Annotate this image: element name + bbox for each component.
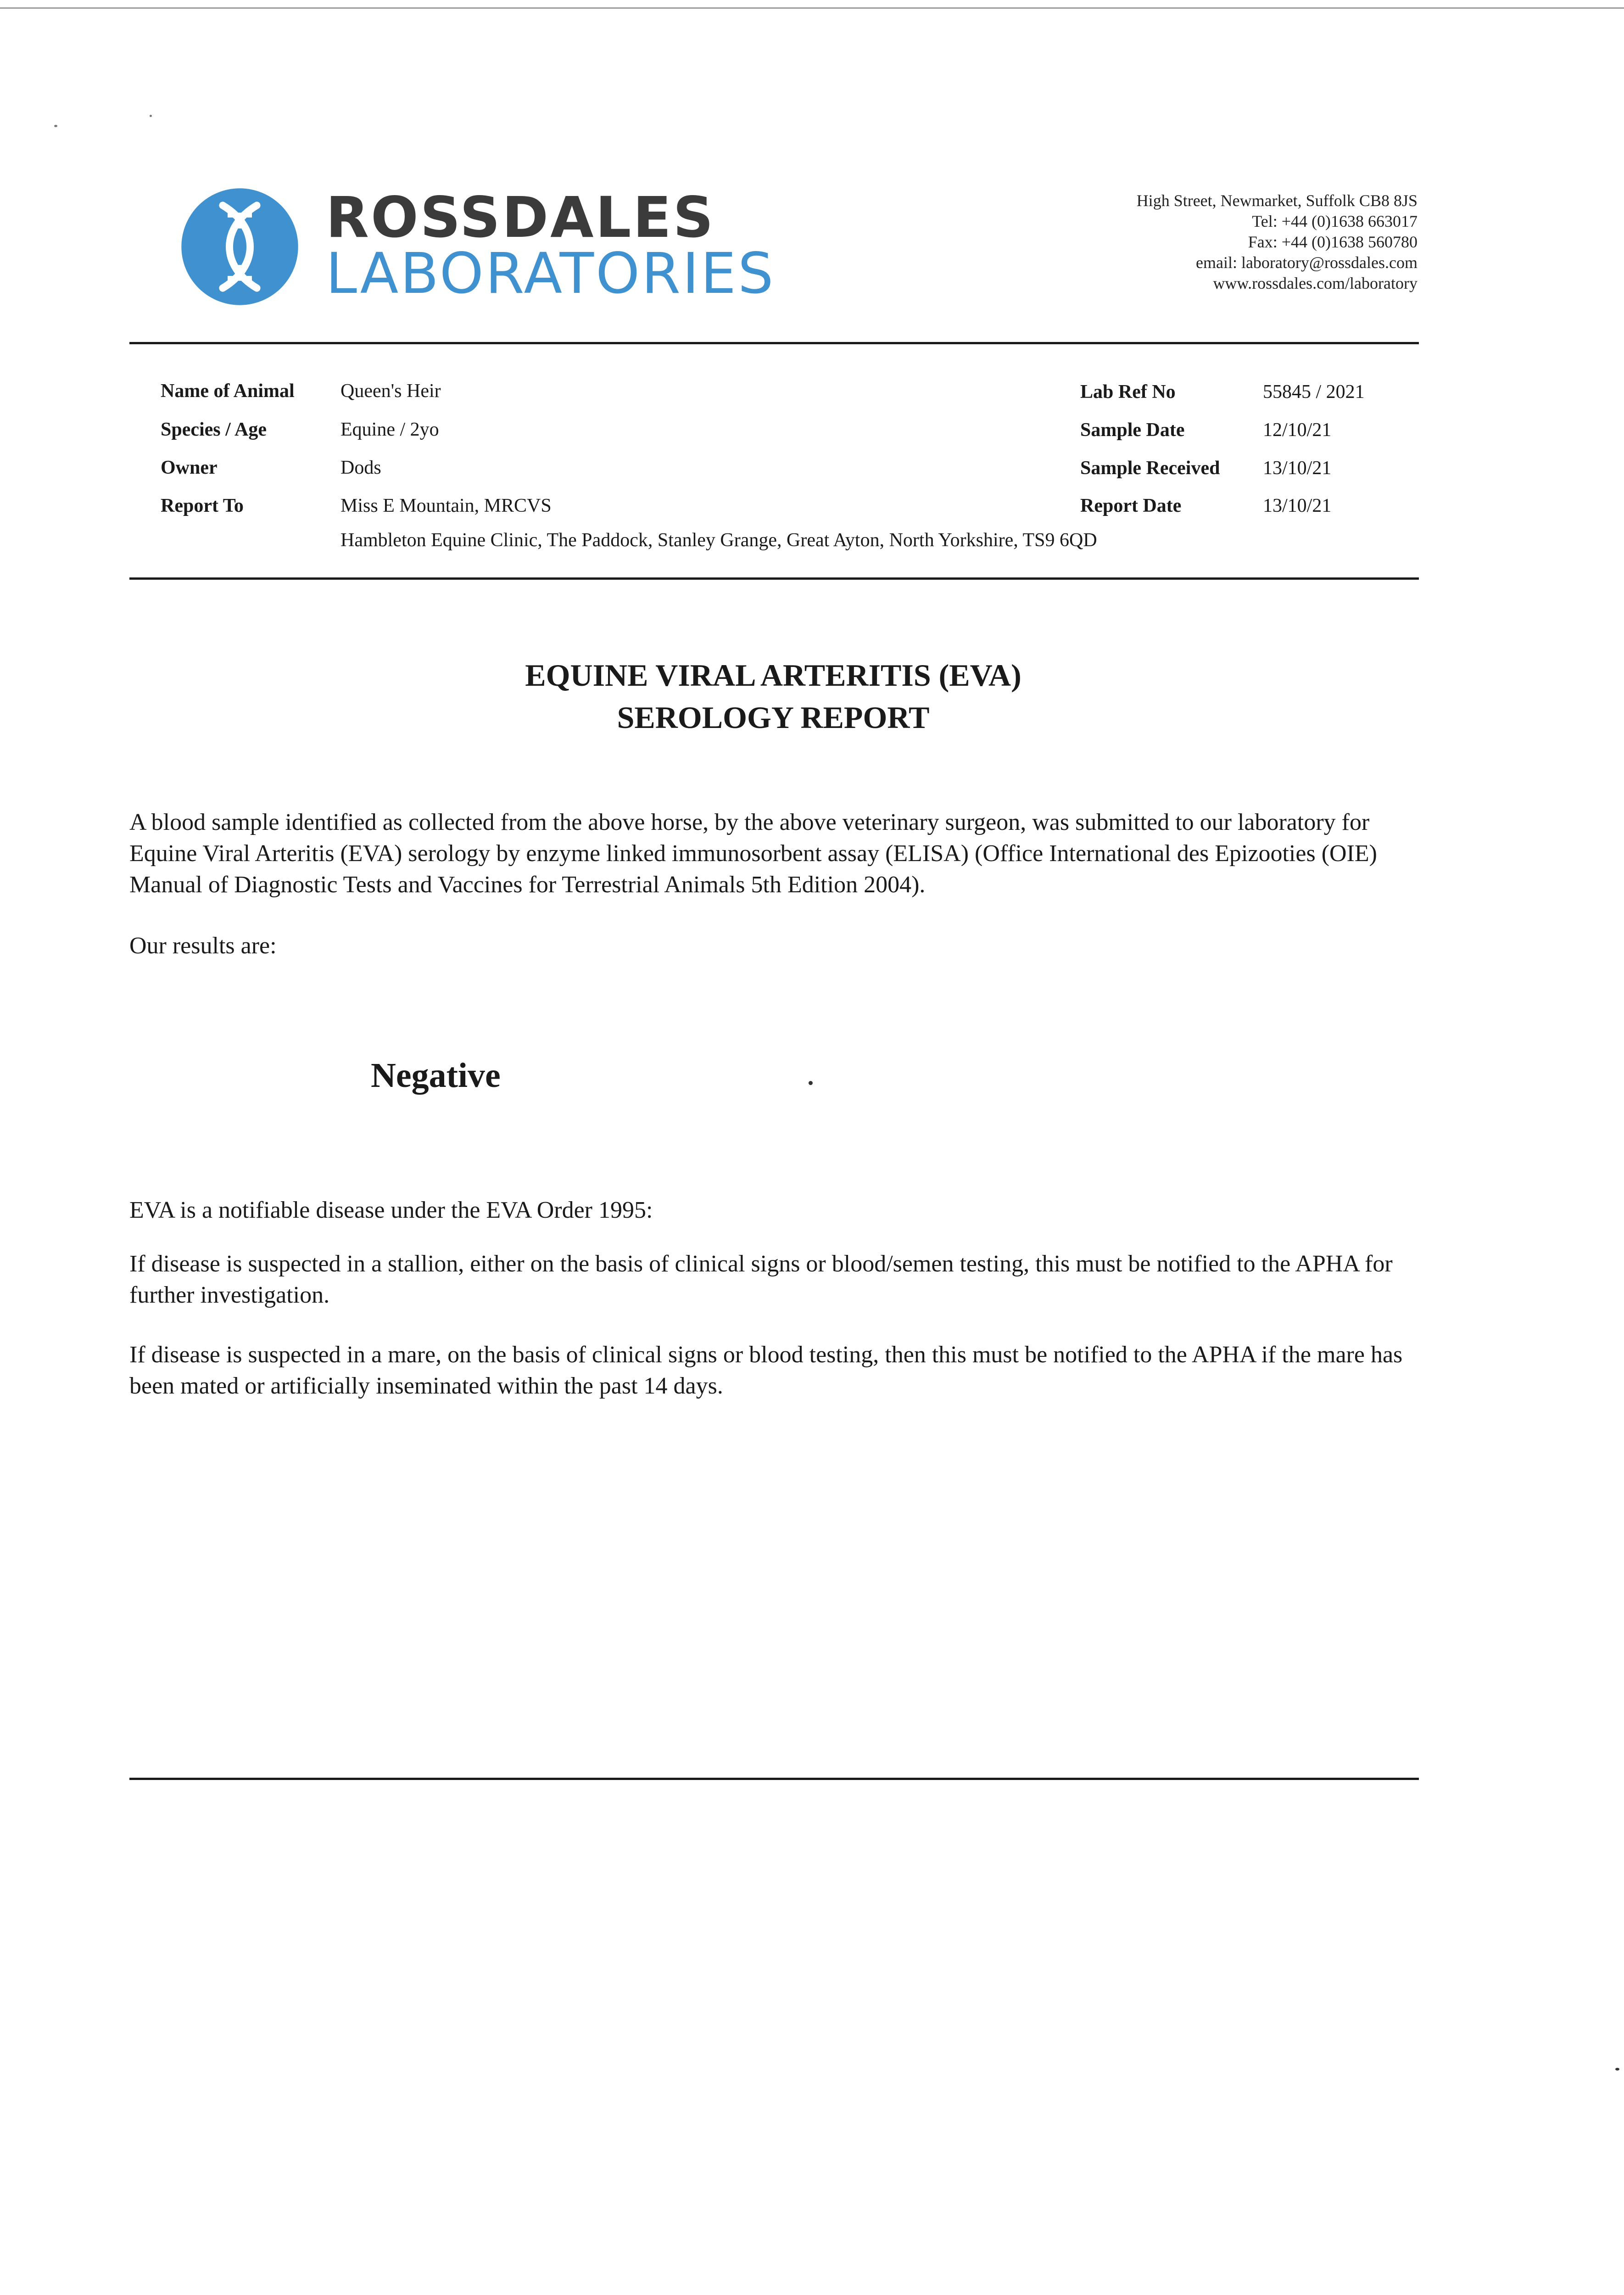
lab-address: High Street, Newmarket, Suffolk CB8 8JS — [1136, 191, 1418, 210]
header-divider — [129, 342, 1419, 344]
report-to-label: Report To — [161, 495, 244, 516]
sample-date-label: Sample Date — [1080, 420, 1185, 441]
species-age-label: Species / Age — [161, 419, 267, 440]
species-age-value: Equine / 2yo — [340, 419, 439, 440]
logo-text-rossdales: ROSSDALES — [326, 185, 715, 250]
report-date-value: 13/10/21 — [1263, 495, 1332, 516]
owner-value: Dods — [340, 457, 381, 478]
sample-received-label: Sample Received — [1080, 458, 1220, 479]
intro-paragraph: A blood sample identified as collected from the above horse, by the above veterinary surgeon, was submitted to our laboratory for Equine Viral Arteritis (EVA) serology by enzyme linked immunosorbent assay (ELISA) (Office International des Epizooties (OIE) Manual of Diagnostic Tests and Vaccines for Terrestrial Animals 5th Edition 2004). — [129, 809, 1377, 898]
scan-speck — [1615, 2068, 1619, 2071]
dna-helix-icon — [179, 186, 301, 308]
scan-edge-line — [0, 7, 1624, 9]
lab-telephone: Tel: +44 (0)1638 663017 — [1252, 212, 1418, 230]
sample-received-value: 13/10/21 — [1263, 458, 1332, 479]
scan-speck — [150, 115, 152, 117]
report-to-value: Miss E Mountain, MRCVS — [340, 495, 552, 516]
contact-block — [1137, 190, 1418, 294]
scan-speck — [809, 1081, 813, 1085]
stallion-note: If disease is suspected in a stallion, either on the basis of clinical signs or blood/semen testing, this must be notified to the APHA for further investigation. — [129, 1251, 1393, 1308]
notifiable-notice: EVA is a notifiable disease under the EVA Order 1995: — [129, 1197, 653, 1223]
sample-date-value: 12/10/21 — [1263, 420, 1332, 441]
lab-website: www.rossdales.com/laboratory — [1213, 274, 1418, 292]
details-divider — [129, 577, 1419, 580]
report-title: EQUINE VIRAL ARTERITIS (EVA) — [525, 658, 1021, 693]
lab-email: email: laboratory@rossdales.com — [1195, 253, 1418, 272]
animal-name-value: Queen's Heir — [340, 381, 441, 402]
report-subtitle: SEROLOGY REPORT — [617, 700, 930, 735]
report-to-address: Hambleton Equine Clinic, The Paddock, Stanley Grange, Great Ayton, North Yorkshire, TS9 6QD — [340, 530, 1097, 551]
scan-speck — [54, 125, 57, 127]
test-result: Negative — [371, 1056, 501, 1095]
results-intro: Our results are: — [129, 933, 277, 959]
lab-fax: Fax: +44 (0)1638 560780 — [1248, 233, 1418, 251]
footer-divider — [129, 1778, 1419, 1780]
logo-text-laboratories: LABORATORIES — [326, 241, 776, 306]
lab-ref-label: Lab Ref No — [1080, 381, 1176, 403]
animal-name-label: Name of Animal — [161, 381, 295, 402]
lab-ref-value: 55845 / 2021 — [1263, 381, 1365, 403]
lab-logo — [179, 177, 821, 314]
mare-note: If disease is suspected in a mare, on the basis of clinical signs or blood testing, then this must be notified to the APHA if the mare has been mated or artificially inseminated within the past 14 days. — [129, 1342, 1403, 1399]
report-date-label: Report Date — [1080, 495, 1182, 516]
owner-label: Owner — [161, 457, 218, 478]
